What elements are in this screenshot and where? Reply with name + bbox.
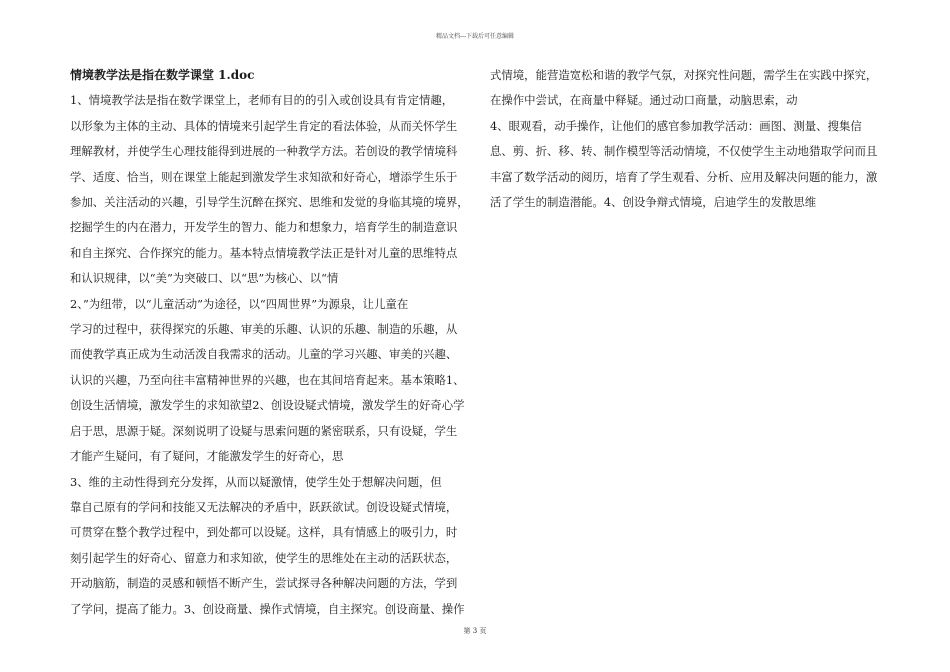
text-line: 而使教学真正成为生动活泼自我需求的活动。儿童的学习兴趣、审美的兴趣、 (70, 347, 458, 362)
text-line: 参加、关注活动的兴趣，引导学生沉醉在探究、思维和发觉的身临其境的境界， (70, 195, 469, 210)
text-line: 了学问，提高了能力。3、创设商量、操作式情境，自主探究。创设商量、操作 (70, 601, 465, 616)
text-line: 靠自己原有的学问和技能又无法解决的矛盾中，跃跃欲试。创设设疑式情境， (70, 499, 458, 514)
text-line: 丰富了数学活动的阅历，培育了学生观看、分析、应用及解决问题的能力，激 (490, 169, 878, 184)
text-line: 学习的过程中，获得探究的乐趣、审美的乐趣、认识的乐趣、制造的乐趣，从 (70, 322, 458, 337)
text-line: 刻引起学生的好奇心、留意力和求知欲，使学生的思维处在主动的活跃状态， (70, 550, 458, 565)
text-line: 息、剪、折、移、转、制作模型等活动情境，不仅使学生主动地猎取学问而且 (490, 144, 878, 159)
text-line: 以形象为主体的主动、具体的情境来引起学生肯定的看法体验，从而关怀学生 (70, 118, 458, 133)
left-column-body (70, 88, 469, 622)
page-header: 精品文档---下载后可任意编辑 (435, 33, 515, 40)
text-line: 2、”为纽带，以“儿童活动”为途径，以“四周世界”为源泉，让儿童在 (70, 296, 409, 311)
page-number: 第 3 页 (463, 627, 487, 635)
text-line: 可贯穿在整个教学过程中，到处都可以设疑。这样，具有情感上的吸引力，时 (70, 525, 458, 540)
text-line: 3、维的主动性得到充分发挥，从而以疑激情，使学生处于想解决问题，但 (70, 474, 442, 489)
text-line: 理解教材，并使学生心理技能得到进展的一种教学方法。若创设的教学情境科 (70, 144, 458, 159)
text-line: 和认识规律，以“美”为突破口、以“思”为核心、以“情 (70, 271, 339, 286)
text-line: 开动脑筋，制造的灵感和顿悟不断产生，尝试探寻各种解决问题的方法，学到 (70, 576, 458, 591)
left-column (70, 63, 469, 622)
text-line: 和自主探究、合作探究的能力。基本特点情境教学法正是针对儿童的思维特点 (70, 245, 458, 260)
text-line: 才能产生疑问，有了疑问，才能激发学生的好奇心，思 (70, 449, 344, 464)
text-line: 式情境，能营造宽松和谐的教学气氛，对探究性问题，需学生在实践中探究， (490, 68, 878, 82)
text-line: 学、适度、恰当，则在课堂上能起到激发学生求知欲和好奇心，增添学生乐于 (70, 169, 458, 184)
right-column-body (490, 63, 882, 215)
text-line: 活了学生的制造潜能。4、创设争辩式情境，启迪学生的发散思维 (490, 195, 817, 210)
text-line: 创设生活情境，激发学生的求知欲望2、创设设疑式情境，激发学生的好奇心学 (70, 398, 465, 413)
text-line: 1、情境教学法是指在数学课堂上，老师有目的的引入或创设具有肯定情趣， (70, 93, 454, 108)
text-line: 启于思，思源于疑。深刻说明了设疑与思索问题的紧密联系，只有设疑，学生 (70, 423, 458, 438)
text-line: 4、眼观看，动手操作，让他们的感官参加教学活动：画图、测量、搜集信 (490, 118, 862, 133)
text-line: 认识的兴趣，乃至向往丰富精神世界的兴趣，也在其间培育起来。基本策略1、 (70, 372, 465, 387)
text-line: 挖掘学生的内在潜力，开发学生的智力、能力和想象力，培育学生的制造意识 (70, 220, 458, 235)
right-column (490, 63, 882, 215)
document-title: 情境教学法是指在数学课堂 1.doc (70, 68, 255, 82)
text-line: 在操作中尝试，在商量中释疑。通过动口商量，动脑思索，动 (490, 93, 798, 108)
